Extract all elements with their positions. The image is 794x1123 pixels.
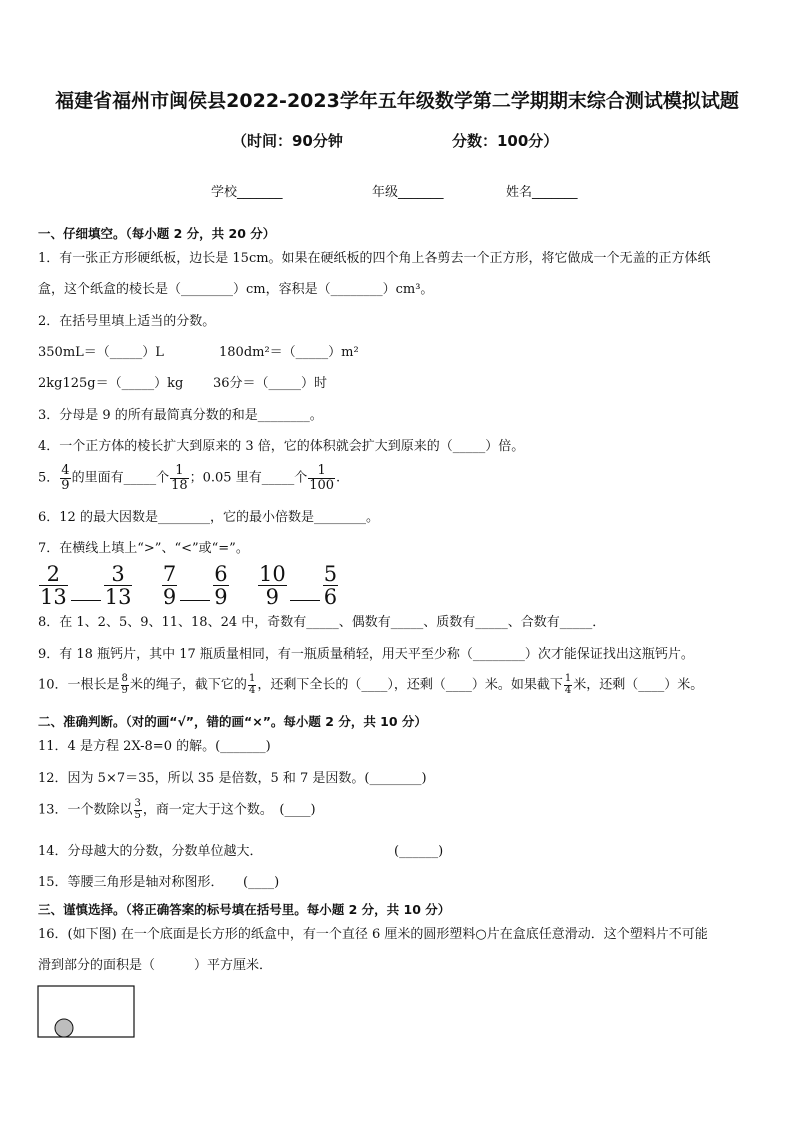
denominator: 9 <box>121 684 128 696</box>
denominator: 9 <box>162 585 177 610</box>
fraction-10-9 <box>258 563 287 608</box>
numerator: 6 <box>214 562 228 586</box>
numerator: 4 <box>61 463 70 478</box>
question-5-number: 5． <box>38 470 60 486</box>
exam-time: （时间：90分钟 <box>232 132 343 150</box>
question-2c: 2kg125g＝（_____）kg <box>38 376 184 391</box>
denominator: 5 <box>134 809 141 821</box>
question-5 <box>38 464 340 492</box>
question-14: 14．分母越大的分数，分数单位越大． <box>38 844 263 859</box>
fraction-4-9 <box>60 464 70 492</box>
denominator: 9 <box>265 585 280 610</box>
question-4: 4．一个正方体的棱长扩大到原来的 3 倍，它的体积就会扩大到原来的（_____）倍。 <box>38 439 525 454</box>
question-9: 9．有 18 瓶钙片，其中 17 瓶质量相同，有一瓶质量稍轻，用天平至少称（________）次才能保证找出这瓶钙片。 <box>38 647 694 662</box>
numerator: 3 <box>104 563 133 586</box>
school-field: 学校_______ <box>211 185 283 200</box>
question-16-line-2: 滑到部分的面积是（ ）平方厘米． <box>38 958 273 973</box>
numerator: 1 <box>308 464 335 479</box>
box-circle-figure <box>37 985 137 1039</box>
question-13-text-1: 13．一个数除以 <box>38 802 133 818</box>
question-13 <box>38 799 316 821</box>
question-3: 3．分母是 9 的所有最简真分数的和是________。 <box>38 408 323 423</box>
name-field: 姓名_______ <box>506 185 578 200</box>
section-3-heading: 三、谨慎选择。（将正确答案的标号填在括号里。每小题 2 分，共 10 分） <box>38 902 451 917</box>
fraction-1-18 <box>170 464 189 492</box>
denominator: 18 <box>171 477 188 493</box>
plastic-disc <box>55 1019 73 1037</box>
compare-blank-3[interactable] <box>290 600 320 601</box>
question-5-text-1: 的里面有_____个 <box>71 470 170 486</box>
fraction-5-6 <box>323 563 338 608</box>
numerator: 3 <box>134 798 141 809</box>
denominator: 13 <box>104 585 132 610</box>
question-10-text-2: 米的绳子，截下它的 <box>129 677 247 693</box>
question-10 <box>38 674 703 696</box>
numerator: 10 <box>258 562 286 586</box>
question-10-text-3: ，还剩下全长的（____），还剩（____）米。如果截下 <box>257 677 563 693</box>
fraction-1-100 <box>308 464 335 492</box>
fraction-8-9 <box>121 674 129 696</box>
numerator: 1 <box>564 673 572 684</box>
fraction-3-5 <box>134 799 142 821</box>
grade-field: 年级_______ <box>372 185 444 200</box>
question-15: 15．等腰三角形是轴对称图形． (____) <box>38 875 280 890</box>
numerator: 7 <box>162 562 177 586</box>
fraction-1-4-b <box>564 674 572 696</box>
numerator: 1 <box>170 464 189 479</box>
page-title: 福建省福州市闽侯县2022-2023学年五年级数学第二学期期末综合测试模拟试题 <box>55 90 739 112</box>
numerator: 1 <box>248 673 256 684</box>
question-2d: 36分＝（_____）时 <box>213 376 328 391</box>
question-2b: 180dm²＝（_____）m² <box>219 345 359 360</box>
denominator: 6 <box>323 585 338 610</box>
question-14-answer: (______) <box>394 844 444 859</box>
question-5-end: . <box>336 470 341 486</box>
question-13-text-2: ，商一定大于这个数。 (____) <box>142 802 316 818</box>
question-7-comparisons <box>38 563 339 608</box>
denominator: 9 <box>214 585 228 610</box>
denominator: 100 <box>309 477 335 493</box>
denominator: 9 <box>61 477 70 493</box>
question-1-line-1: 1．有一张正方形硬纸板，边长是 15cm。如果在硬纸板的四个角上各剪去一个正方形，将它做成一个无盖的正方体纸 <box>38 251 711 266</box>
denominator: 13 <box>40 585 67 610</box>
question-8: 8．在 1、2、5、9、11、18、24 中，奇数有_____、偶数有_____、质数有_____、合数有_____． <box>38 615 606 630</box>
box-rectangle <box>38 986 134 1037</box>
compare-blank-1[interactable] <box>71 600 101 601</box>
compare-blank-2[interactable] <box>180 600 210 601</box>
numerator: 2 <box>39 563 68 586</box>
question-2: 2．在括号里填上适当的分数。 <box>38 314 216 329</box>
fraction-3-13 <box>104 563 133 608</box>
question-7: 7．在横线上填上“>”、“<”或“=”。 <box>38 541 249 556</box>
fraction-2-13 <box>39 563 68 608</box>
section-2-heading: 二、准确判断。（对的画“√”，错的画“×”。每小题 2 分，共 10 分） <box>38 714 427 729</box>
question-12: 12．因为 5×7＝35，所以 35 是倍数，5 和 7 是因数。(________) <box>38 771 427 786</box>
fraction-6-9 <box>213 563 228 608</box>
exam-score: 分数：100分） <box>452 132 559 150</box>
numerator: 5 <box>323 562 338 586</box>
denominator: 4 <box>564 684 572 696</box>
numerator: 8 <box>121 673 128 684</box>
question-2a: 350mL＝（_____）L <box>38 345 164 360</box>
fraction-1-4 <box>248 674 256 696</box>
question-11: 11．4 是方程 2X-8=0 的解。(_______) <box>38 739 271 754</box>
denominator: 4 <box>248 684 256 696</box>
question-5-text-2: ；0.05 里有_____个 <box>189 470 308 486</box>
question-10-text-1: 10．一根长是 <box>38 677 120 693</box>
fraction-7-9 <box>162 563 177 608</box>
section-1-heading: 一、仔细填空。（每小题 2 分，共 20 分） <box>38 226 276 241</box>
question-16-line-1: 16．(如下图) 在一个底面是长方形的纸盒中，有一个直径 6 厘米的圆形塑料○片在盒底任意滑动．这个塑料片不可能 <box>38 927 708 942</box>
question-1-line-2: 盒，这个纸盒的棱长是（________）cm，容积是（________）cm³。 <box>38 282 434 297</box>
question-6: 6．12 的最大因数是________，它的最小倍数是________。 <box>38 510 379 525</box>
question-10-text-4: 米，还剩（____）米。 <box>573 677 704 693</box>
